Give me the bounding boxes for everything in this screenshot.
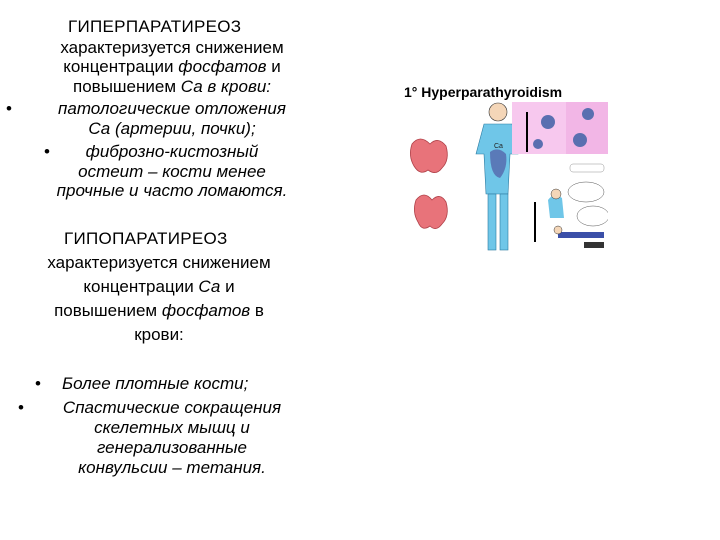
hypo-bullet-2-line-3: генерализованные bbox=[96, 438, 247, 457]
hyperparathyroidism-illustration bbox=[398, 82, 608, 266]
hypo-bullet-2-line-4: конвульсии – тетания. bbox=[78, 458, 266, 477]
hypo-line-3: повышением фосфатов в bbox=[54, 301, 264, 320]
hyper-bullet-1-line-1: патологические отложения bbox=[58, 99, 286, 118]
hypo-bullet-2-line-2: скелетных мышц и bbox=[94, 418, 250, 437]
hyper-bullet-1-line-2: Са (артерии, почки); bbox=[88, 119, 256, 138]
hypo-bullet-2-marker: • bbox=[18, 398, 24, 417]
hypo-title: ГИПОПАРАТИРЕОЗ bbox=[64, 229, 228, 248]
hypo-bullet-1-line-1: Более плотные кости; bbox=[62, 374, 249, 393]
hyper-line-1: характеризуется снижением bbox=[60, 38, 284, 57]
hyper-line-2a: концентрации bbox=[63, 57, 179, 76]
figure-title: 1° Hyperparathyroidism bbox=[404, 84, 563, 100]
hyper-line-2b: фосфатов bbox=[178, 57, 267, 76]
hyper-line-2c: и bbox=[266, 57, 281, 76]
hyper-bullet-1-marker: • bbox=[6, 99, 12, 118]
hypo-bullet-2-line-1: Спастические сокращения bbox=[62, 398, 282, 417]
hypo-line-2: концентрации Са и bbox=[83, 277, 235, 296]
hyper-bullet-2-marker: • bbox=[44, 142, 50, 161]
hyper-bullet-2-line-3: прочные и часто ломаются. bbox=[56, 181, 288, 200]
gland-icon bbox=[410, 139, 447, 229]
hyper-bullet-2-line-2: остеит – кости менее bbox=[78, 162, 266, 181]
svg-text:Ca: Ca bbox=[494, 143, 503, 150]
hypo-line-1: характеризуется снижением bbox=[47, 253, 271, 272]
hyper-title: ГИПЕРПАРАТИРЕОЗ bbox=[68, 17, 242, 36]
hyper-bullet-2-line-1: фиброзно-кистозный bbox=[85, 142, 259, 161]
hypo-line-4: крови: bbox=[134, 325, 184, 344]
hyper-line-3a: повышением bbox=[73, 77, 181, 96]
hyper-line-2 bbox=[38, 57, 306, 77]
hyper-line-3b: Са в крови: bbox=[180, 77, 271, 96]
hypo-bullet-1-marker: • bbox=[35, 374, 41, 393]
illustration-drawing bbox=[398, 82, 608, 266]
hyper-line-3 bbox=[38, 77, 306, 97]
person-figure bbox=[476, 103, 518, 250]
